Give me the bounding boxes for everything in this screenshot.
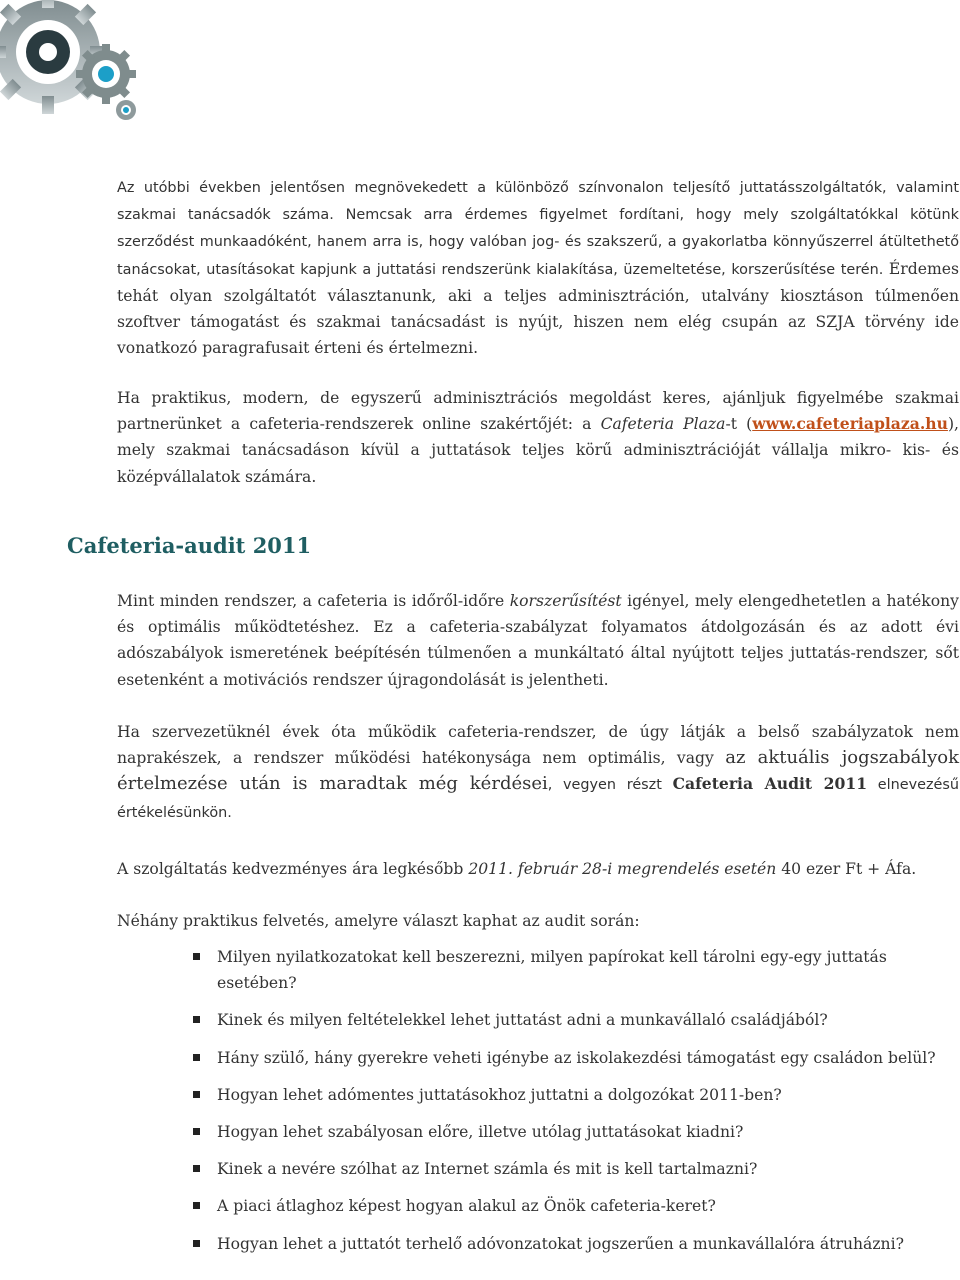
audit2-text-c: elnevezésű értékelésünkön. bbox=[117, 777, 959, 821]
list-item bbox=[117, 1156, 959, 1182]
questions-intro bbox=[117, 908, 959, 934]
list-item-text: Milyen nyilatkozatokat kell beszerezni, milyen papírokat kell tárolni egy-egy juttatás esetében? bbox=[217, 948, 887, 993]
square-bullet-icon bbox=[193, 1240, 200, 1247]
gears-logo-icon bbox=[0, 0, 200, 180]
square-bullet-icon bbox=[193, 1165, 200, 1172]
square-bullet-icon bbox=[193, 953, 200, 960]
audit2-strong: Cafeteria Audit 2011 bbox=[672, 774, 868, 794]
partner-text-b: -t ( bbox=[725, 415, 753, 434]
list-item bbox=[117, 1007, 959, 1033]
audit-text-b: igényel, mely elengedhetetlen a hatékony és optimális működtetéshez. bbox=[117, 592, 959, 637]
audit-paragraph-1 bbox=[117, 588, 959, 693]
list-item bbox=[117, 1119, 959, 1145]
list-item-text: Kinek és milyen feltételekkel lehet juttatást adni a munkavállaló családjából? bbox=[217, 1011, 828, 1030]
medium-gear-icon bbox=[76, 44, 136, 104]
price-text-a: A szolgáltatás kedvezményes ára legkésőbb bbox=[117, 860, 469, 878]
list-item-text: Hogyan lehet a juttatót terhelő adóvonzatokat jogszerűen a munkavállalóra átruházni? bbox=[217, 1234, 904, 1253]
list-item-text: Hogyan lehet adómentes juttatásokhoz juttatni a dolgozókat 2011-ben? bbox=[217, 1085, 782, 1104]
audit2-text-b: , vegyen részt bbox=[547, 777, 673, 794]
questions-list bbox=[117, 944, 959, 1268]
list-item bbox=[117, 1045, 959, 1071]
list-item-text: Hány szülő, hány gyerekre veheti igénybe az iskolakezdési támogatást egy családon belül? bbox=[217, 1048, 936, 1067]
list-item bbox=[117, 1193, 959, 1219]
list-item-text: Kinek a nevére szólhat az Internet számla és mit is kell tartalmazni? bbox=[217, 1160, 758, 1179]
section-title: Cafeteria-audit 2011 bbox=[67, 533, 312, 558]
small-gear-icon bbox=[116, 100, 136, 120]
list-item-text: A piaci átlaghoz képest hogyan alakul az Önök cafeteria-keret? bbox=[217, 1197, 716, 1216]
audit2-text-a: Ha szervezetüknél évek óta működik cafeteria-rendszer, de úgy látják a belső szabályzatok nem naprakészek, a rendszer működési hatékonysága nem optimális, vagy bbox=[117, 723, 959, 768]
square-bullet-icon bbox=[193, 1054, 200, 1061]
intro-paragraph-2 bbox=[117, 385, 959, 490]
square-bullet-icon bbox=[193, 1091, 200, 1098]
audit-text-c: Ez a cafeteria-szabályzat folyamatos átdolgozásán és az adott évi adószabályok ismeretének beépítésén túlmenően a munkáltató által nyújtott teljes juttatás-rendszer, sőt esetenként a motivációs rendszer újragondolását is jelentheti. bbox=[117, 618, 960, 689]
partner-text-a: Ha praktikus, modern, de egyszerű adminisztrációs megoldást keres, ajánljuk figyelmébe szakmai partnerünket a cafeteria-rendszerek online szakértőjét: a bbox=[117, 389, 959, 434]
bullet-list bbox=[117, 944, 959, 1257]
intro-text-c: Érdemes tehát olyan szolgáltatót választanunk, aki a teljes adminisztráción, utalvány kiosztáson túlmenően szoftver támogatást és szakmai tanácsadást is nyújt, hiszen nem elég csupán az SZJA törvény ide vonatkozó paragrafusait érteni és értelmezni. bbox=[117, 259, 959, 358]
list-item bbox=[117, 944, 959, 996]
questions-intro-text: Néhány praktikus felvetés, amelyre választ kaphat az audit során: bbox=[117, 912, 640, 930]
audit2-big-text: az aktuális jogszabályok értelmezése után is maradtak még kérdései bbox=[117, 747, 960, 795]
square-bullet-icon bbox=[193, 1016, 200, 1023]
partner-text-c: ), mely szakmai tanácsadáson kívül a juttatások teljes körű adminisztrációját vállalja mikro- kis- és középvállalatok számára. bbox=[117, 415, 959, 486]
intro-text-b: Nemcsak arra érdemes figyelmet fordítani, hogy mely szolgáltatókkal kötünk szerződést munkaadóként, hanem arra is, hogy valóban jog- és szakszerű, a gyakorlatba könnyűszerrel átültethető tanácsokat, utasításokat kapjunk a juttatási rendszerünk kialakítása, üzemeltetése, korszerűsítése terén. bbox=[117, 207, 959, 278]
intro-text-a: Az utóbbi években jelentősen megnövekedett a különböző színvonalon teljesítő juttatásszolgáltatók, valamint szakmai tanácsadók száma. bbox=[117, 180, 959, 224]
list-item-text: Hogyan lehet szabályosan előre, illetve utólag juttatásokat kiadni? bbox=[217, 1123, 744, 1142]
intro-paragraph-1 bbox=[117, 174, 959, 361]
price-paragraph bbox=[117, 856, 959, 882]
list-item bbox=[117, 1231, 959, 1257]
square-bullet-icon bbox=[193, 1128, 200, 1135]
price-text-b: 40 ezer Ft + Áfa. bbox=[776, 860, 917, 878]
price-emphasis: 2011. február 28-i megrendelés esetén bbox=[468, 860, 777, 878]
partner-website-link[interactable]: www.cafeteriaplaza.hu bbox=[752, 414, 948, 434]
list-item bbox=[117, 1082, 959, 1108]
audit-text-a: Mint minden rendszer, a cafeteria is időről-időre bbox=[117, 592, 510, 610]
partner-brand: Cafeteria Plaza bbox=[600, 415, 726, 434]
audit-emphasis: korszerűsítést bbox=[509, 592, 622, 610]
audit-paragraph-2 bbox=[117, 719, 959, 826]
square-bullet-icon bbox=[193, 1202, 200, 1209]
